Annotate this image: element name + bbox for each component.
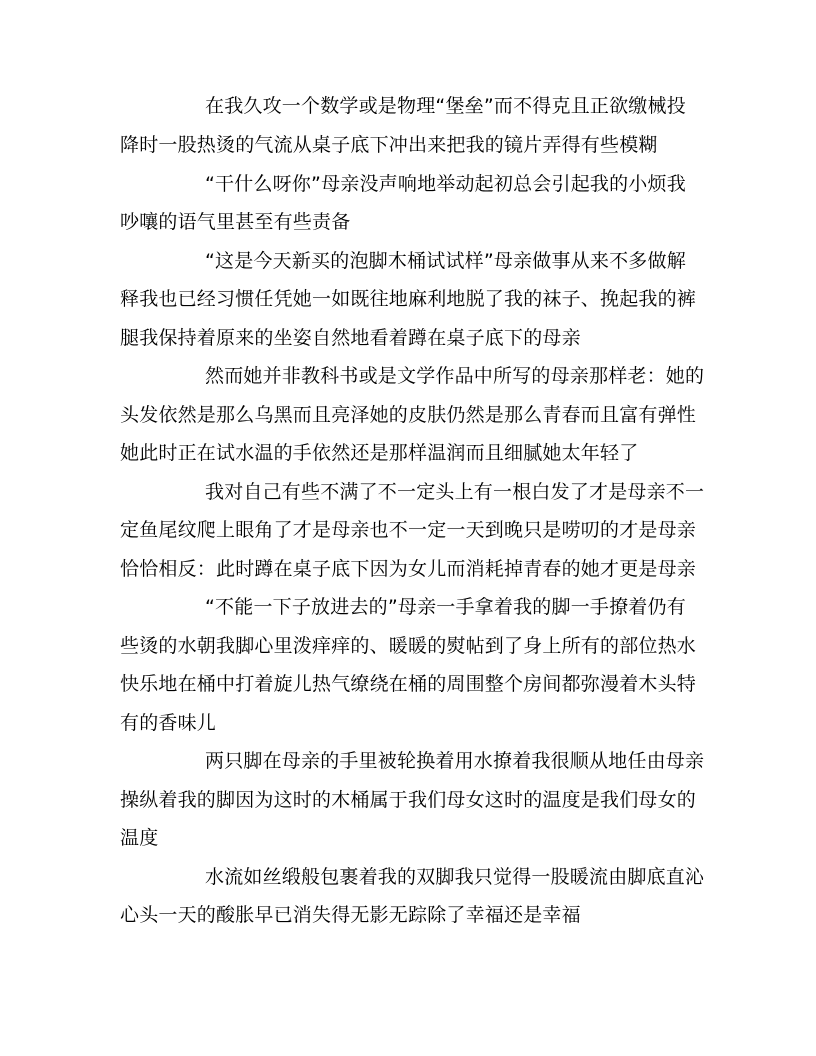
paragraph-5-line-1: 我对自己有些不满了不一定头上有一根白发了才是母亲不一 — [205, 481, 705, 503]
paragraph-5-line-3: 恰恰相反：此时蹲在桌子底下因为女儿而消耗掉青春的她才更是母亲 — [120, 558, 697, 580]
paragraph-8-line-2: 心头一天的酸胀早已消失得无影无踪除了幸福还是幸福 — [120, 904, 581, 926]
paragraph-8-line-1: 水流如丝缎般包裹着我的双脚我只觉得一股暖流由脚底直沁 — [205, 866, 705, 888]
paragraph-6-line-2: 些烫的水朝我脚心里泼痒痒的、暖暖的熨帖到了身上所有的部位热水 — [120, 635, 697, 657]
paragraph-2-line-1: “干什么呀你”母亲没声响地举动起初总会引起我的小烦我 — [205, 173, 686, 195]
paragraph-7-line-1: 两只脚在母亲的手里被轮换着用水撩着我很顺从地任由母亲 — [205, 750, 705, 772]
paragraph-4-line-2: 头发依然是那么乌黑而且亮泽她的皮肤仍然是那么青春而且富有弹性 — [120, 404, 697, 426]
paragraph-3-line-1: “这是今天新买的泡脚木桶试试样”母亲做事从来不多做解 — [205, 250, 686, 272]
paragraph-1-line-2: 降时一股热烫的气流从桌子底下冲出来把我的镜片弄得有些模糊 — [120, 134, 658, 156]
paragraph-6-line-1: “不能一下子放进去的”母亲一手拿着我的脚一手撩着仍有 — [205, 596, 686, 618]
paragraph-4-line-3: 她此时正在试水温的手依然还是那样温润而且细腻她太年轻了 — [120, 442, 639, 464]
paragraph-6-line-4: 有的香味儿 — [120, 712, 217, 734]
paragraph-1-line-1: 在我久攻一个数学或是物理“堡垒”而不得克且正欲缴械投 — [205, 95, 686, 117]
paragraph-4-line-1: 然而她并非教科书或是文学作品中所写的母亲那样老：她的 — [205, 365, 705, 387]
paragraph-2-line-2: 吵嚷的语气里甚至有些责备 — [120, 211, 351, 233]
paragraph-3-line-3: 腿我保持着原来的坐姿自然地看着蹲在桌子底下的母亲 — [120, 327, 581, 349]
paragraph-7-line-2: 操纵着我的脚因为这时的木桶属于我们母女这时的温度是我们母女的 — [120, 789, 697, 811]
paragraph-7-line-3: 温度 — [120, 827, 159, 849]
paragraph-5-line-2: 定鱼尾纹爬上眼角了才是母亲也不一定一天到晚只是唠叨的才是母亲 — [120, 519, 697, 541]
paragraph-6-line-3: 快乐地在桶中打着旋儿热气缭绕在桶的周围整个房间都弥漫着木头特 — [120, 673, 697, 695]
paragraph-3-line-2: 释我也已经习惯任凭她一如既往地麻利地脱了我的袜子、挽起我的裤 — [120, 288, 697, 310]
